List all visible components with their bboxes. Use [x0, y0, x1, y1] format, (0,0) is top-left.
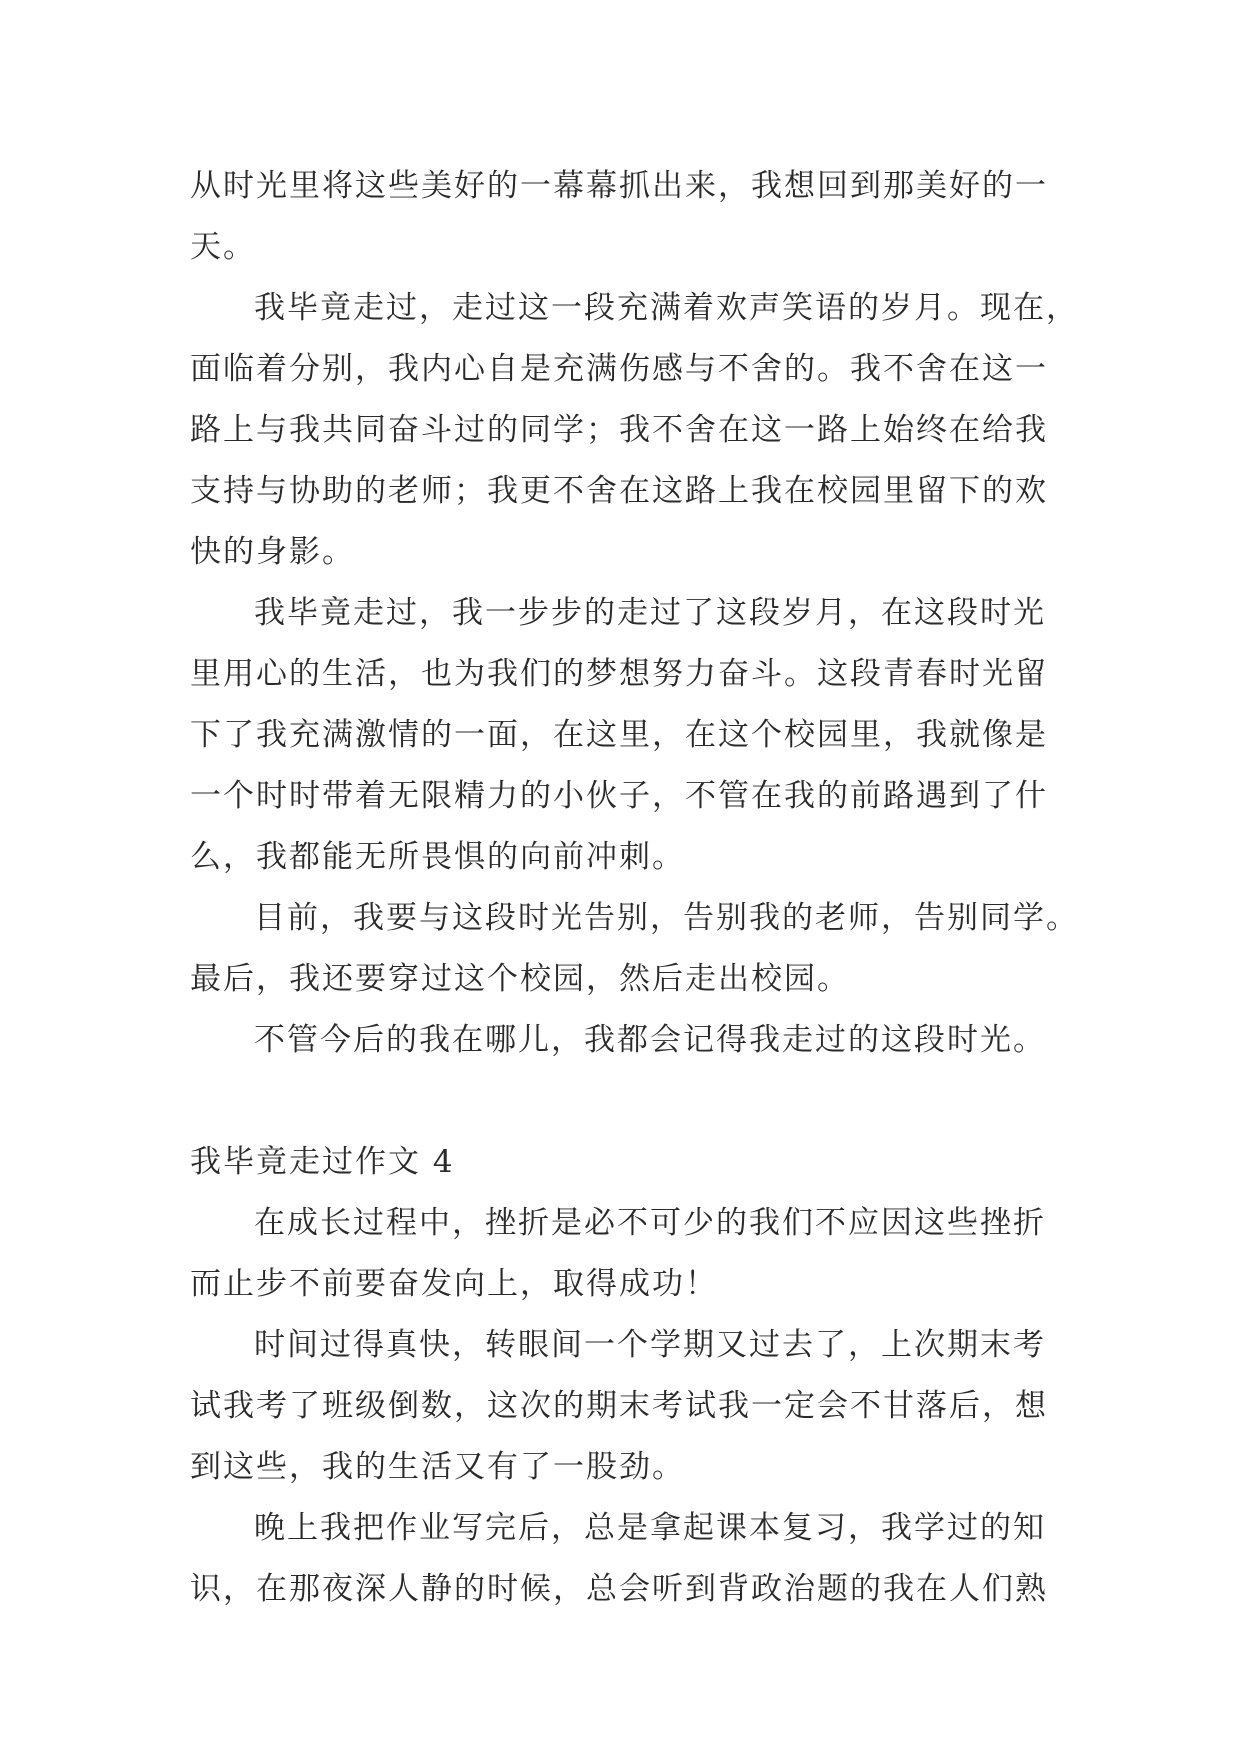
text-line: 到这些，我的生活又有了一股劲。 — [190, 1449, 685, 1485]
text-line: 在成长过程中，挫折是必不可少的我们不应因这些挫折 — [254, 1205, 1046, 1241]
text-line: 里用心的生活，也为我们的梦想努力奋斗。这段青春时光留 — [190, 656, 1048, 692]
blank-line — [190, 1071, 1050, 1132]
paragraph — [190, 1498, 1050, 1620]
paragraph — [190, 1315, 1050, 1498]
text-line: 我毕竟走过，我一步步的走过了这段岁月，在这段时光 — [254, 595, 1046, 631]
paragraph — [190, 888, 1079, 1010]
text-line: 试我考了班级倒数，这次的期末考试我一定会不甘落后，想 — [190, 1388, 1048, 1424]
text-line: 路上与我共同奋斗过的同学；我不舍在这一路上始终在给我 — [190, 412, 1048, 448]
text-line: 天。 — [190, 229, 256, 265]
text-line: 支持与协助的老师；我更不舍在这路上我在校园里留下的欢 — [190, 473, 1048, 509]
paragraph — [190, 278, 1079, 583]
text-line: 从时光里将这些美好的一幕幕抓出来，我想回到那美好的一 — [190, 168, 1048, 204]
paragraph — [190, 583, 1050, 888]
text-line: 一个时时带着无限精力的小伙子，不管在我的前路遇到了什 — [190, 778, 1048, 814]
text-line: 快的身影。 — [190, 534, 355, 570]
text-line: 么，我都能无所畏惧的向前冲刺。 — [190, 839, 685, 875]
section-title: 我毕竟走过作文 4 — [190, 1144, 455, 1180]
text-line: 晚上我把作业写完后，总是拿起课本复习，我学过的知 — [254, 1510, 1046, 1546]
text-line: 最后，我还要穿过这个校园，然后走出校园。 — [190, 961, 850, 997]
text-line: 不管今后的我在哪儿，我都会记得我走过的这段时光。 — [254, 1022, 1046, 1058]
document-body — [190, 156, 1079, 1620]
text-line: 而止步不前要奋发向上，取得成功！ — [190, 1266, 718, 1302]
text-line: 我毕竟走过，走过这一段充满着欢声笑语的岁月。现在， — [254, 290, 1079, 326]
text-line: 面临着分别，我内心自是充满伤感与不舍的。我不舍在这一 — [190, 351, 1048, 387]
text-line: 识，在那夜深人静的时候，总会听到背政治题的我在人们熟 — [190, 1571, 1048, 1607]
section-heading — [190, 1132, 1050, 1193]
paragraph-continuation — [190, 156, 1050, 278]
text-line: 下了我充满激情的一面，在这里，在这个校园里，我就像是 — [190, 717, 1048, 753]
text-line: 目前，我要与这段时光告别，告别我的老师，告别同学。 — [254, 900, 1079, 936]
paragraph — [190, 1010, 1050, 1071]
paragraph — [190, 1193, 1050, 1315]
text-line: 时间过得真快，转眼间一个学期又过去了，上次期末考 — [254, 1327, 1046, 1363]
